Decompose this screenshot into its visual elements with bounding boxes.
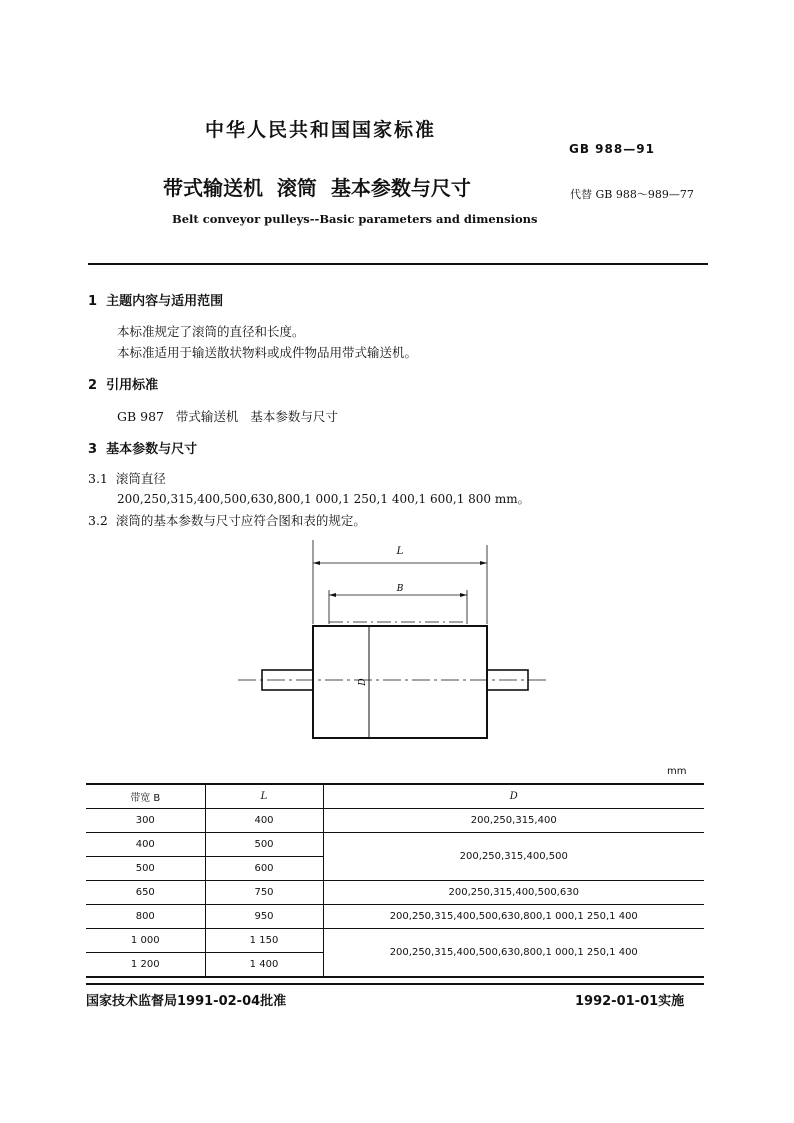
table-row (86, 905, 704, 929)
cell-belt-width: 1 200 (86, 953, 205, 978)
cell-length: 1 150 (205, 929, 323, 953)
cell-diameters: 200,250,315,400,500,630,800,1 000,1 250,1 400 (323, 929, 704, 978)
footer-rule (86, 983, 704, 985)
header-length: L (205, 784, 323, 809)
section-3-1-heading: 3.1 滚筒直径 (88, 471, 166, 486)
dimension-label-l: L (396, 546, 404, 557)
section-1-paragraph-1: 本标准规定了滚筒的直径和长度。 (117, 324, 305, 339)
cell-belt-width: 400 (86, 833, 205, 857)
header-diameter: D (323, 784, 704, 809)
section-1-heading: 1 主题内容与适用范围 (88, 294, 224, 309)
table-unit: mm (667, 766, 687, 777)
national-standard-heading: 中华人民共和国国家标准 (205, 119, 437, 141)
pulley-parameters-table (86, 783, 704, 978)
replaces-standard: 代替 GB 988～989—77 (570, 188, 694, 201)
cell-length: 600 (205, 857, 323, 881)
cell-length: 500 (205, 833, 323, 857)
section-1-paragraph-2: 本标准适用于输送散状物料或成件物品用带式输送机。 (117, 345, 418, 360)
cell-belt-width: 300 (86, 809, 205, 833)
approval-date: 国家技术监督局1991-02-04批准 (86, 994, 287, 1009)
section-3-1-values: 200,250,315,400,500,630,800,1 000,1 250,1 400,1 600,1 800 mm。 (117, 492, 530, 506)
section-2-heading: 2 引用标准 (88, 378, 159, 393)
standard-code: GB 988—91 (569, 142, 655, 156)
cell-diameters: 200,250,315,400,500,630 (323, 881, 704, 905)
section-3-2-text: 3.2 滚筒的基本参数与尺寸应符合图和表的规定。 (88, 513, 366, 528)
cell-belt-width: 1 000 (86, 929, 205, 953)
effective-date: 1992-01-01实施 (575, 994, 685, 1009)
cell-length: 400 (205, 809, 323, 833)
cell-belt-width: 800 (86, 905, 205, 929)
cell-diameters: 200,250,315,400,500 (323, 833, 704, 881)
table-row (86, 833, 704, 857)
document-title-en: Belt conveyor pulleys--Basic parameters and dimensions (172, 212, 538, 226)
table-header-row (86, 784, 704, 809)
cell-belt-width: 500 (86, 857, 205, 881)
cell-length: 950 (205, 905, 323, 929)
header-belt-width: 带宽 B (86, 784, 205, 809)
section-2-reference: GB 987 带式输送机 基本参数与尺寸 (117, 409, 338, 424)
table-row (86, 809, 704, 833)
section-3-heading: 3 基本参数与尺寸 (88, 442, 198, 457)
cell-belt-width: 650 (86, 881, 205, 905)
cell-diameters: 200,250,315,400 (323, 809, 704, 833)
table-row (86, 929, 704, 953)
cell-diameters: 200,250,315,400,500,630,800,1 000,1 250,1 400 (323, 905, 704, 929)
table-row (86, 881, 704, 905)
dimension-label-d: D (358, 678, 368, 686)
document-title-cn: 带式输送机 滚筒 基本参数与尺寸 (163, 176, 471, 200)
cell-length: 1 400 (205, 953, 323, 978)
cell-length: 750 (205, 881, 323, 905)
dimension-label-b: B (396, 584, 404, 594)
